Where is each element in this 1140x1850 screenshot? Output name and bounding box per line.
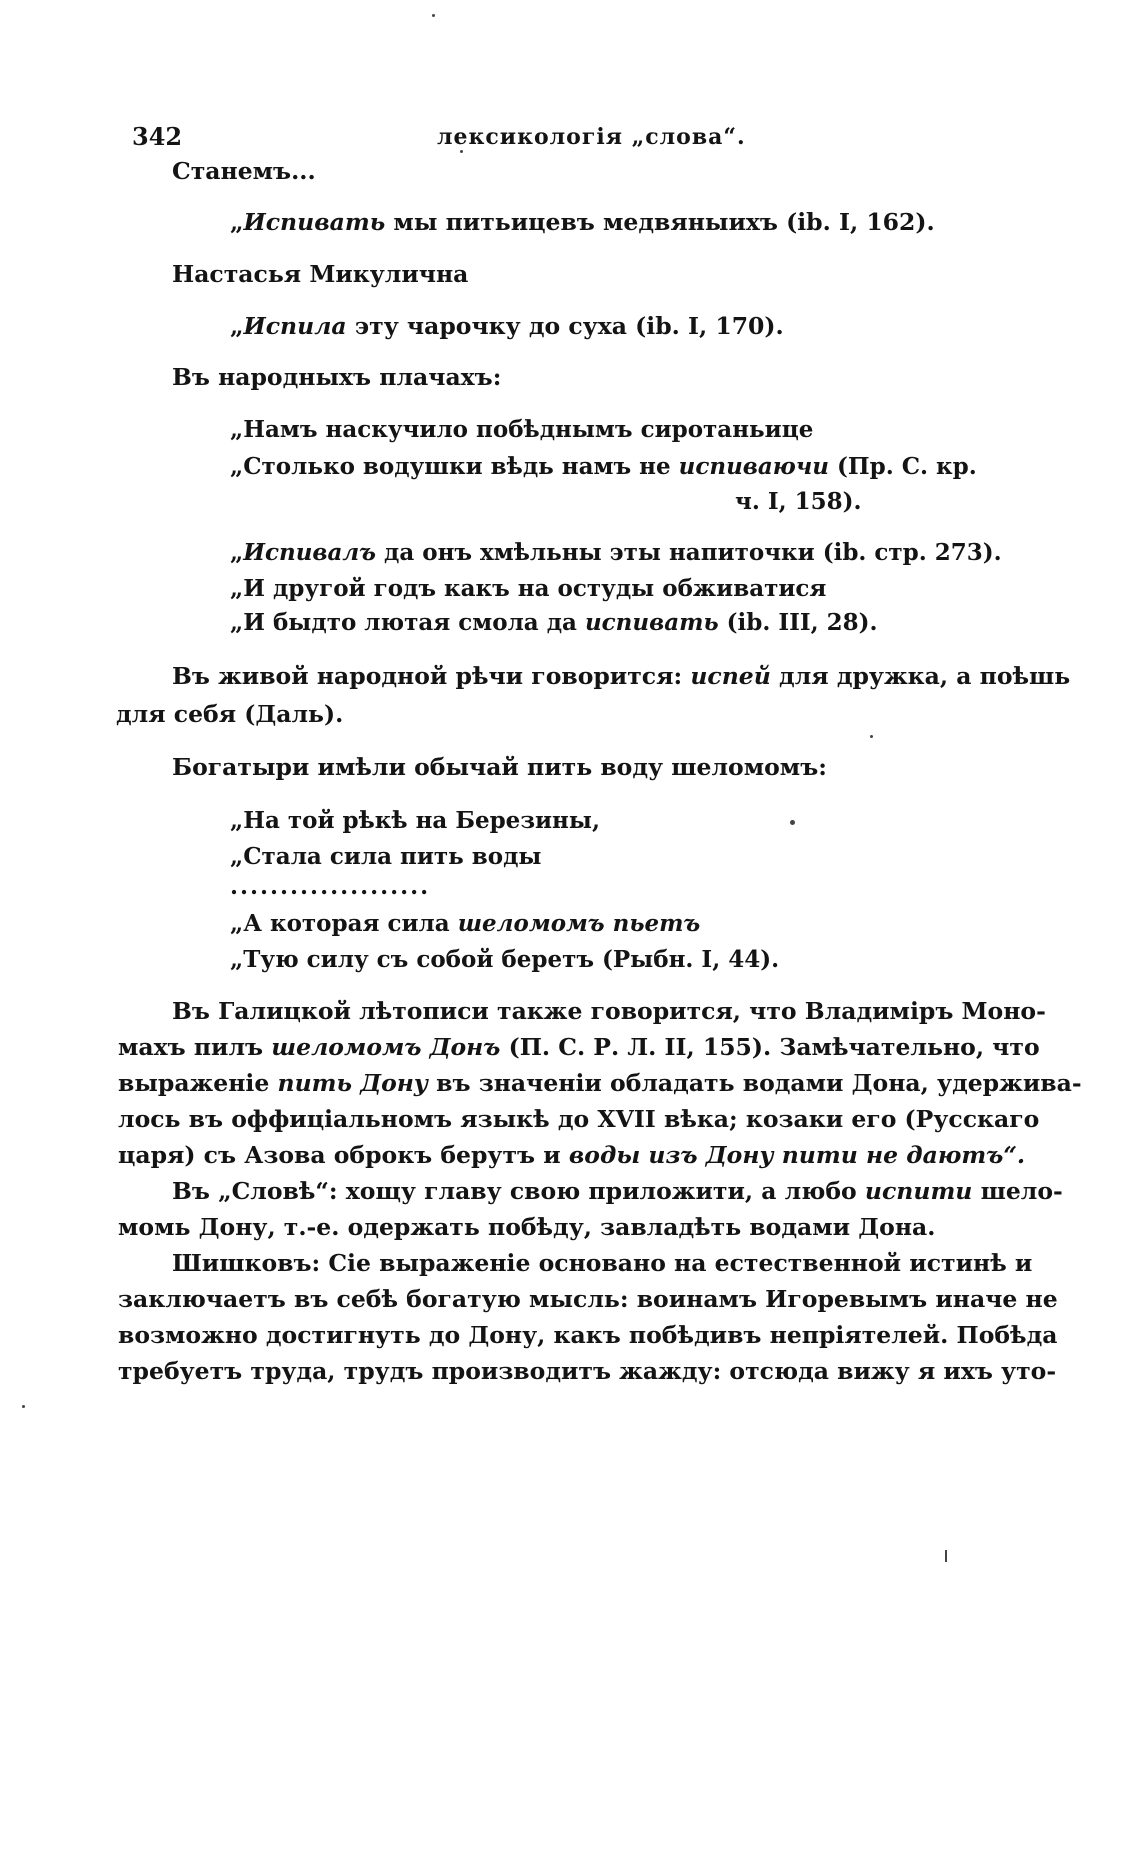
paragraph-line: Въ „Словѣ“: хощу главу свою приложити, а любо испити шело- xyxy=(172,1177,1063,1205)
quote-line: „Испила эту чарочку до суха (ib. I, 170). xyxy=(230,312,784,340)
verse-line: „И другой годъ какъ на остуды обживатися xyxy=(230,575,827,602)
verse-line: „Столько водушки вѣдь намъ не испиваючи (Пр. С. кр. xyxy=(230,453,977,480)
scan-speck xyxy=(22,1405,25,1408)
text-line: Въ народныхъ плачахъ: xyxy=(172,363,502,391)
running-title: лексикологія „слова“. xyxy=(437,124,746,150)
verse-reference: ч. I, 158). xyxy=(735,488,862,515)
paragraph-line: требуетъ труда, трудъ производитъ жажду: отсюда вижу я ихъ уто- xyxy=(118,1357,1057,1385)
paragraph-line: возможно достигнуть до Дону, какъ побѣдивъ непріятелей. Побѣда xyxy=(118,1321,1058,1349)
paragraph-line: момь Дону, т.-е. одержать побѣду, завладѣть водами Дона. xyxy=(118,1213,936,1241)
scan-speck xyxy=(460,150,463,153)
paragraph-line: лось въ оффиціальномъ языкѣ до XVII вѣка; козаки его (Русскаго xyxy=(118,1105,1040,1133)
verse-line: „Испивалъ да онъ хмѣльны эты напиточки (ib. стр. 273). xyxy=(230,539,1002,566)
verse-line: „Тую силу съ собой беретъ (Рыбн. I, 44). xyxy=(230,946,780,973)
scan-speck xyxy=(870,735,873,738)
ellipsis-line: .................... xyxy=(230,873,431,900)
page-number: 342 xyxy=(132,122,183,151)
text-line: Богатыри имѣли обычай пить воду шеломомъ: xyxy=(172,753,827,781)
text-line: Въ живой народной рѣчи говорится: испей для дружка, а поѣшь xyxy=(172,662,1071,690)
verse-line: „И быдто лютая смола да испивать (ib. III, 28). xyxy=(230,609,878,636)
paragraph-line: Въ Галицкой лѣтописи также говорится, что Владиміръ Моно- xyxy=(172,997,1046,1025)
scan-speck xyxy=(790,820,795,825)
scan-speck xyxy=(945,1550,947,1562)
verse-line: „На той рѣкѣ на Березины, xyxy=(230,807,600,834)
page-header xyxy=(132,122,1032,162)
text-line: Настасья Микулична xyxy=(172,260,469,288)
paragraph-line: выраженіе пить Дону въ значеніи обладать водами Дона, удержива- xyxy=(118,1069,1082,1097)
verse-line: „Намъ наскучило побѣднымъ сиротаньице xyxy=(230,416,814,443)
paragraph-line: махъ пилъ шеломомъ Донъ (П. С. Р. Л. II, 155). Замѣчательно, что xyxy=(118,1033,1040,1061)
text-line: Станемъ... xyxy=(172,157,316,185)
text-line: для себя (Даль). xyxy=(116,700,344,728)
paragraph-line: заключаетъ въ себѣ богатую мысль: воинамъ Игоревымъ иначе не xyxy=(118,1285,1058,1313)
verse-line: „Стала сила пить воды xyxy=(230,843,542,870)
paragraph-line: царя) съ Азова оброкъ берутъ и воды изъ Дону пити не даютъ“. xyxy=(118,1141,1026,1169)
quote-line: „Испивать мы питьицевъ медвяныихъ (ib. I, 162). xyxy=(230,208,935,236)
scan-speck xyxy=(432,14,435,17)
verse-line: „А которая сила шеломомъ пьетъ xyxy=(230,910,701,937)
paragraph-line: Шишковъ: Сіе выраженіе основано на естественной истинѣ и xyxy=(172,1249,1033,1277)
